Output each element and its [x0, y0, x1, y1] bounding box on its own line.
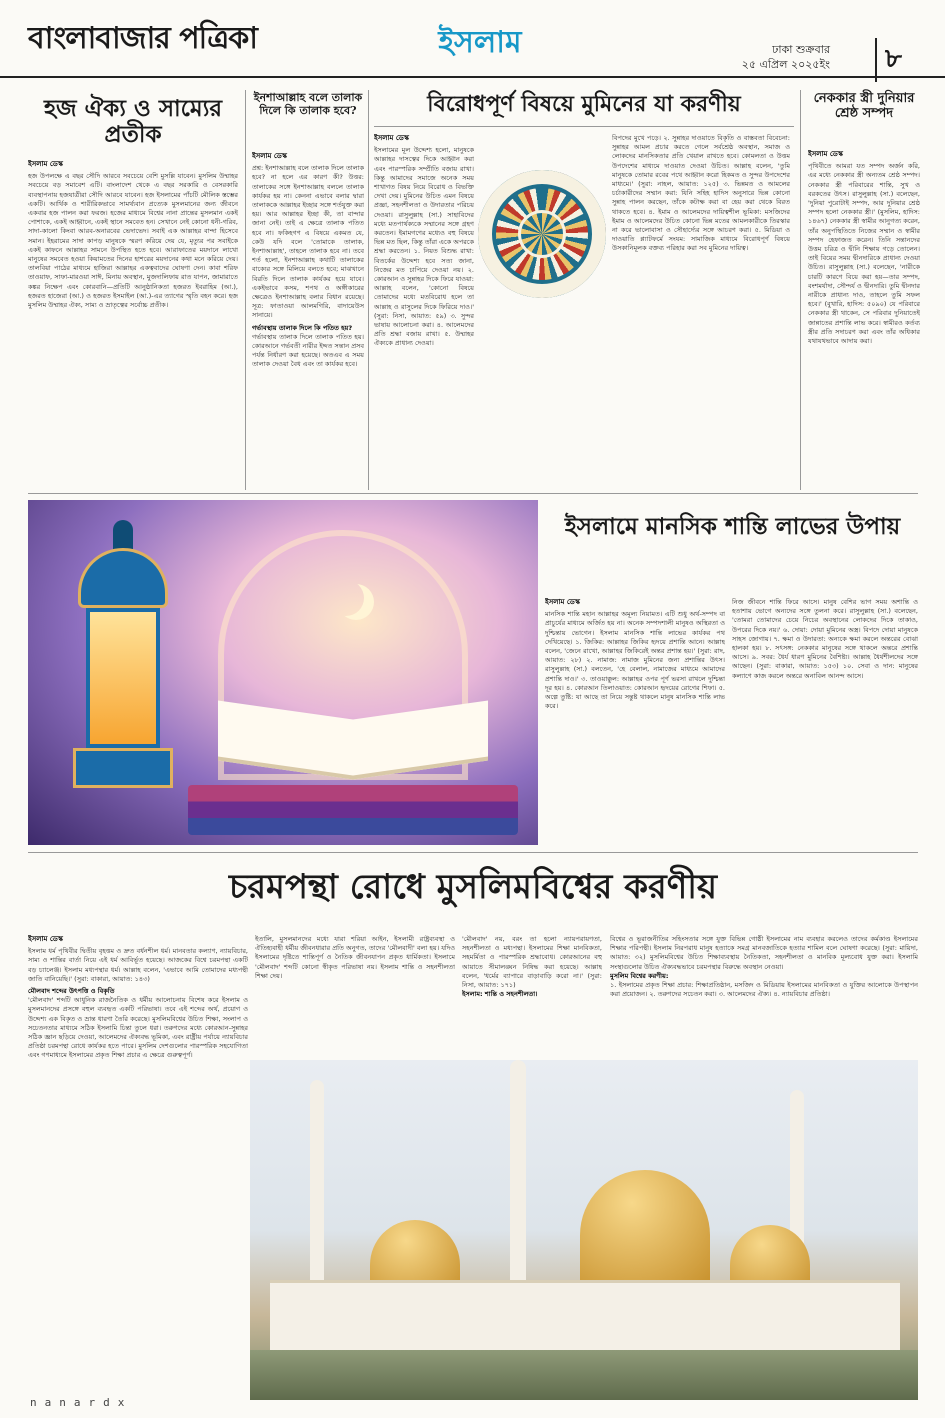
- lantern-quran-image: [28, 500, 538, 845]
- masthead: [0, 0, 945, 78]
- peace-title: ইসলামে মানসিক শান্তি লাভের উপায়: [564, 513, 901, 540]
- page-number: ৮: [875, 38, 902, 82]
- extremism-subhead-2: ইসলাম: শান্তি ও সহনশীলতা।: [462, 990, 538, 999]
- extremism-text-6: ১. ইসলামের প্রকৃত শিক্ষা প্রচার: শিক্ষাপ্রতিষ্ঠান, মসজিদ ও মিডিয়ায় ইসলামের মানবিকতা ও যুক্তির আলোকে উপস্থাপন করা প্রয়োজন। ২. তরুণদের সচেতন করা। ৩. আলেমদের ঐক্য। ৪. ন্যায়বিচার প্রতিষ্ঠা।: [610, 981, 918, 999]
- lantern-icon: [68, 520, 178, 830]
- contradict-body-2: [612, 134, 790, 484]
- hajj-text: হজ উপলক্ষে এ বছর সৌদি আরবে সবচেয়ে বেশি মুসল্লি যাবেন। মুসলিম উম্মাহর সবচেয়ে বড় সমাবেশ এটি। বাংলাদেশ থেকে এ বছর সরকারি ও বেসরকারি ব্যবস্থাপনায় হজযাত্রীরা সৌদি আরবে যাবেন। হজ ইসলামের পাঁচটি মৌলিক স্তম্ভের একটি। আর্থিক ও শারীরিকভাবে সামর্থ্যবান প্রত্যেক মুসলমানের জন্য জীবনে একবার হজ পালন করা ফরজ। হজের মাধ্যমে বিশ্বের নানা প্রান্তের মুসলমান একই পোশাকে, একই আহ্বানে, একই স্থানে সমবেত হন। সেখানে নেই কোনো ধনী-গরিব, সাদা-কালো কিংবা আরব-অনারবের ভেদাভেদ। সবাই এক আল্লাহর বান্দা হিসেবে সমান। ইহরামের সাদা কাপড় মানুষকে স্মরণ করিয়ে দেয় যে, মৃত্যুর পর সবাইকে একই কাফনে আল্লাহর সামনে উপস্থিত হতে হবে। আরাফাতের ময়দানে লাখো মানুষের সমবেত হওয়া কিয়ামতের দিনের হাশরের ময়দানের কথা মনে করিয়ে দেয়। তালবিয়া পাঠের মাধ্যমে হাজিরা আল্লাহর একত্ববাদের ঘোষণা দেন। কাবা শরিফ তাওয়াফ, সাফা-মারওয়া সাঈ, মিনায় অবস্থান, মুজদালিফায় রাত যাপন, জামারাতে কঙ্কর নিক্ষেপ এবং কোরবানি—প্রতিটি আনুষ্ঠানিকতা হজরত ইবরাহিম (আ.), হজরত হাজেরা (আ.) ও হজরত ইসমাইল (আ.)-এর ত্যাগের স্মৃতি বহন করে। হজ মুসলিম উম্মাহর ঐক্য, সাম্য ও ভ্রাতৃত্বের সর্বোচ্চ প্রতীক।: [28, 172, 238, 310]
- peace-text: মানসিক শান্তি মহান আল্লাহর অমূল্য নিয়ামত। এটি শুধু অর্থ-সম্পদ বা প্রাচুর্যের মাধ্যমে অর্জিত হয় না। অনেক সম্পদশালী মানুষও অস্থিরতা ও দুশ্চিন্তায় ভোগেন। ইসলাম মানসিক শান্তি লাভের কার্যকর পথ দেখিয়েছে। ১. জিকির: আল্লাহর জিকির হৃদয়ে প্রশান্তি আনে। আল্লাহ বলেন, 'জেনে রাখো, আল্লাহর জিকিরেই অন্তর প্রশান্ত হয়।' (সুরা: রাদ, আয়াত: ২৮) ২. নামাজ: নামাজ মুমিনের জন্য প্রশান্তির উৎস। রাসুলুল্লাহ (সা.) বলতেন, 'হে বেলাল, নামাজের মাধ্যমে আমাদের প্রশান্তি দাও।' ৩. তাওয়াক্কুল: আল্লাহর ওপর পূর্ণ ভরসা রাখলে দুশ্চিন্তা দূর হয়। ৪. কোরআন তিলাওয়াত: কোরআন হৃদয়ের রোগের শিফা। ৫. অল্পে তুষ্টি: যা আছে তা নিয়ে সন্তুষ্ট থাকলে মানুষ মানসিক শান্তি লাভ করে।: [545, 610, 725, 711]
- extremism-body-3: [255, 935, 455, 1055]
- date-full: ২৫ এপ্রিল ২০২৫ইং: [741, 58, 830, 71]
- talaq-text: প্রশ্ন: ইনশাআল্লাহ বলে তালাক দিলে তালাক হবে? না হলে এর কারণ কী? উত্তর: তালাকের সঙ্গে ইনশাআল্লাহ বললে তালাক কার্যকর হয় না। কেননা এভাবে বলার দ্বারা তালাককে আল্লাহর ইচ্ছার সঙ্গে শর্তযুক্ত করা হয়। আর আল্লাহর ইচ্ছা কী, তা বান্দার জানা নেই। তাই এ ক্ষেত্রে তালাক পতিত হবে না। ফকিহগণ এ বিষয়ে একমত যে, কেউ যদি বলে 'তোমাকে তালাক, ইনশাআল্লাহ', তাহলে তালাক হবে না। তবে শর্ত হলো, ইনশাআল্লাহ কথাটি তালাকের বাক্যের সঙ্গে মিলিয়ে বলতে হবে; মাঝখানে বিরতি দিলে তালাক কার্যকর হয়ে যাবে। একইভাবে কসম, শপথ ও অঙ্গীকারের ক্ষেত্রেও ইনশাআল্লাহ বলার বিধান রয়েছে। সূত্র: ফাতাওয়া আলমগিরি, বাদায়েউস সানায়ে।: [252, 164, 364, 320]
- extremism-subhead-3: মুসলিম বিশ্বের করণীয়:: [610, 971, 669, 980]
- contradict-text-2: বিপদের মুখে পড়ে। ২. সুন্নাহর দাওয়াতে বিকৃতি ও বাস্তবতা বিবেচনা: সুন্নাহর আমল প্রচার করতে গেলে সর্বশ্রেষ্ঠ অবস্থান, সমাজ ও লোকদের মানসিকতার প্রতি খেয়াল রাখতে হবে। কোমলতা ও উত্তম উপদেশের মাধ্যমে দাওয়াত দেওয়া উচিত। আল্লাহ বলেন, 'তুমি মানুষকে তোমার রবের পথে আহ্বান করো হিকমত ও সুন্দর উপদেশের মাধ্যমে।' (সুরা: নাহল, আয়াত: ১২৫) ৩. ভিন্নমত ও আমলের চর্চাকারীদের সম্মান করা: যিনি সহিহ হাদিস অনুসারে ভিন্ন কোনো সুন্নাহ পালন করছেন, তাঁকে কটাক্ষ করা বা হেয় করা থেকে বিরত থাকতে হবে। ৪. ইমাম ও আলেমদের দায়িত্বশীল ভূমিকা: মসজিদের ইমাম ও আলেমদের উচিত কোনো ভিন্ন মতের আমলকারীকে তিরস্কার না করে ভালোবাসা ও সৌহার্দ্যের সঙ্গে আচরণ করা। ৫. মিডিয়া ও দাওয়াতি প্ল্যাটফর্মে সংযম: সামাজিক মাধ্যমে বিরোধপূর্ণ বিষয়ে উসকানিমূলক বক্তব্য পরিহার করা সব মুমিনের দায়িত্ব।: [612, 134, 790, 253]
- main-dome: [580, 1170, 710, 1280]
- contradict-body: [374, 134, 474, 484]
- extremism-byline: ইসলাম ডেস্ক: [28, 935, 63, 943]
- talaq-byline: ইসলাম ডেস্ক: [252, 152, 287, 160]
- wife-text: পৃথিবীতে আমরা যত সম্পদ অর্জন করি, এর মধ্যে নেককার স্ত্রী অন্যতম শ্রেষ্ঠ সম্পদ। নেককার স্ত্রী পরিবারের শান্তি, সুখ ও বরকতের উৎস। রাসুলুল্লাহ (সা.) বলেছেন, 'দুনিয়া পুরোটাই সম্পদ, আর দুনিয়ার শ্রেষ্ঠ সম্পদ হলো নেককার স্ত্রী।' (মুসলিম, হাদিস: ১৪৬৭) নেককার স্ত্রী স্বামীর আনুগত্য করেন, তাঁর অনুপস্থিতিতে নিজের সম্মান ও স্বামীর সম্পদ হেফাজত করেন। তিনি সন্তানদের উত্তম চরিত্র ও দ্বীনি শিক্ষায় গড়ে তোলেন। তাই বিয়ের সময় দ্বীনদারিকে প্রাধান্য দেওয়া উচিত। রাসুলুল্লাহ (সা.) বলেছেন, 'নারীকে চারটি কারণে বিয়ে করা হয়—তার সম্পদ, বংশমর্যাদা, সৌন্দর্য ও দ্বীনদারি। তুমি দ্বীনদার নারীকে প্রাধান্য দাও, তাহলে তুমি সফল হবে।' (বুখারি, হাদিস: ৫০৯০) যে পরিবারে নেককার স্ত্রী থাকেন, সে পরিবার দুনিয়াতেই জান্নাতের প্রশান্তি লাভ করে। স্বামীরও কর্তব্য স্ত্রীর প্রতি সদাচরণ করা এবং তাঁর অধিকার যথাযথভাবে আদায় করা।: [808, 162, 920, 346]
- contradict-byline: ইসলাম ডেস্ক: [374, 134, 409, 142]
- peace-body-2: [732, 598, 918, 843]
- wife-title: নেককার স্ত্রী দুনিয়ার শ্রেষ্ঠ সম্পদ: [813, 91, 915, 121]
- photo-credit: nanardx: [30, 1396, 133, 1409]
- peace-text-2: নিজ জীবনে শান্তি ফিরে আসে। মানুষ বেশির ভাগ সময় অশান্তি ও হতাশায় ভোগে অন্যদের সঙ্গে তুলনা করে। রাসুলুল্লাহ (সা.) বলেছেন, 'তোমরা তোমাদের চেয়ে নিচের অবস্থানের লোকদের দিকে তাকাও, উপরের দিকে নয়।' ৬. দোয়া: দোয়া মুমিনের অস্ত্র। বিপদে দোয়া মানুষকে সাহস জোগায়। ৭. ক্ষমা ও উদারতা: অন্যকে ক্ষমা করলে অন্তরের বোঝা হালকা হয়। ৮. সৎসঙ্গ: নেককার মানুষের সঙ্গে থাকলে অন্তরে প্রশান্তি আসে। ৯. সবর: ধৈর্য ধারণ মুমিনের বৈশিষ্ট্য। আল্লাহ ধৈর্যশীলদের সঙ্গে আছেন। (সুরা: বাকারা, আয়াত: ১৫৩) ১০. সেবা ও দান: মানুষের কল্যাণে কাজ করলে অন্তরে অনাবিল আনন্দ আসে।: [732, 598, 918, 680]
- newspaper-logo: বাংলাবাজার পত্রিকা: [28, 21, 257, 56]
- extremism-title: চরমপন্থা রোধে মুসলিমবিশ্বের করণীয়: [228, 867, 718, 907]
- extremism-text-4: 'মৌলবাদ' নয়, বরং তা হলো ন্যায়পরায়ণতা, সহনশীলতা ও মধ্যপন্থা। ইসলামের শিক্ষা মানবিকতা, সহমর্মিতা ও পারস্পরিক শ্রদ্ধাবোধ। কোরআনের বহু আয়াতে সীমালঙ্ঘন নিষিদ্ধ করা হয়েছে। আল্লাহ বলেন, 'ধর্মের ব্যাপারে বাড়াবাড়ি করো না।' (সুরা: নিসা, আয়াত: ১৭১): [462, 935, 602, 990]
- wife-byline: ইসলাম ডেস্ক: [808, 150, 843, 158]
- extremism-text-2: 'মৌলবাদ' শব্দটি আধুনিক রাজনৈতিক ও ধর্মীয় আলোচনায় বিশেষ করে ইসলাম ও মুসলমানদের প্রসঙ্গে বহুল ব্যবহৃত একটি পরিভাষা। তবে এই শব্দের অর্থ, প্রয়োগ ও উদ্দেশ্য এক বিকৃত ও ভ্রান্ত ধারণা তৈরি করেছে। মুসলিমবিশ্বের উচিত শিক্ষা, সংলাপ ও সচেতনতার মাধ্যমে সঠিক ইসলামি চিন্তা তুলে ধরা। তরুণদের মধ্যে কোরআন-সুন্নাহর সঠিক জ্ঞান ছড়িয়ে দেওয়া, আলেমদের ঐক্যবদ্ধ ভূমিকা, এবং রাষ্ট্রীয় পর্যায়ে ন্যায়বিচার প্রতিষ্ঠা চরমপন্থা রোধে কার্যকর হতে পারে। মুসলিম দেশগুলোর পারস্পরিক সহযোগিতা এবং গণমাধ্যমে ইসলামের প্রকৃত শিক্ষা প্রচার এ ক্ষেত্রে গুরুত্বপূর্ণ।: [28, 996, 248, 1060]
- talaq-body: [252, 152, 364, 487]
- wife-body: [808, 150, 920, 486]
- talaq-subhead: গর্ভাবস্থায় তালাক দিলে কি পতিত হয়?: [252, 323, 353, 332]
- extremism-text-3: ইতালি, মুসলমানদের মধ্যে যারা শরিয়া আইন, ইসলামী রাষ্ট্রব্যবস্থা ও ঐতিহ্যবাহী ধর্মীয় জীবনধারার প্রতি অনুগত, তাদের 'মৌলবাদী' বলা হয়। যদিও ইসলামের দৃষ্টিতে শান্তিপূর্ণ ও নৈতিক জীবনযাপন প্রকৃত ধার্মিকতা। ইসলামে 'মৌলবাদ' শব্দটি কোনো স্বীকৃত পরিভাষা নয়। ইসলাম শান্তি ও সহনশীলতা শিক্ষা দেয়।: [255, 935, 455, 980]
- hajj-byline: ইসলাম ডেস্ক: [28, 160, 63, 168]
- date-day: ঢাকা শুক্রবার: [772, 43, 830, 56]
- extremism-text-5: বিশ্বের ও ভূরাজনীতির সহিংসতার সঙ্গে যুক্ত বিভিন্ন গোষ্ঠী ইসলামের নাম ব্যবহার করলেও তাদের কর্মকাণ্ড ইসলামের শিক্ষার পরিপন্থী। ইসলাম নিরপরাধ মানুষ হত্যাকে সমগ্র মানবজাতিকে হত্যার শামিল বলে ঘোষণা করেছে। (সুরা: মায়িদা, আয়াত: ৩২) মুসলিমবিশ্বের উচিত শিক্ষাব্যবস্থায় নৈতিকতা, সহনশীলতা ও মানবিক মূল্যবোধ যুক্ত করা। ইসলামি সংস্থাগুলোর উচিত ঐক্যবদ্ধভাবে চরমপন্থার বিরুদ্ধে অবস্থান নেওয়া।: [610, 935, 918, 971]
- extremism-text: ইসলাম ধর্ম পৃথিবীর দ্বিতীয় বৃহত্তম ও দ্রুত বর্ধনশীল ধর্ম। মানবতার কল্যাণ, ন্যায়বিচার, সাম্য ও শান্তির বার্তা নিয়ে এই ধর্ম আবির্ভূত হয়েছে। আজকের বিশ্বে চরমপন্থা একটি বড় চ্যালেঞ্জ। ইসলাম মধ্যপন্থার ধর্ম। আল্লাহ বলেন, 'এভাবে আমি তোমাদের মধ্যপন্থী জাতি বানিয়েছি।' (সুরা: বাকারা, আয়াত: ১৪৩): [28, 947, 248, 983]
- open-book-icon: [218, 700, 488, 780]
- hajj-body: [28, 160, 238, 485]
- moon-icon: [328, 580, 364, 616]
- ground: [250, 1350, 918, 1400]
- extremism-body: [28, 935, 248, 1265]
- pattern-center: [518, 210, 566, 258]
- contradict-title: বিরোধপূর্ণ বিষয়ে মুমিনের যা করণীয়: [427, 91, 741, 117]
- talaq-text-2: গর্ভাবস্থায় তালাক দিলে তালাক পতিত হয়। কোরআনে গর্ভবতী নারীর ইদ্দত সন্তান প্রসব পর্যন্ত নির্ধারণ করা হয়েছে। অতএব এ সময় তালাক দেওয়া বৈধ এবং তা কার্যকর হবে।: [252, 332, 364, 369]
- book-stack-icon: [188, 785, 518, 835]
- talaq-title: ইনশাআল্লাহ বলে তালাক দিলে কি তালাক হবে?: [253, 91, 363, 117]
- peace-body: [545, 598, 725, 843]
- extremism-body-4: [462, 935, 602, 1055]
- peace-byline: ইসলাম ডেস্ক: [545, 598, 580, 606]
- date-block: [740, 42, 830, 72]
- mosque-image: [250, 1060, 918, 1400]
- mosque-building: [270, 1280, 900, 1350]
- section-title: ইসলাম: [438, 25, 522, 60]
- contradict-text: ইসলামের মূল উদ্দেশ্য হলো, মানুষকে আল্লাহর দাসত্বের দিকে আহ্বান করা এবং পারস্পরিক সম্প্রীতি বজায় রাখা। কিন্তু আমাদের সমাজে অনেক সময় শাখাগত বিষয় নিয়ে বিরোধ ও বিভক্তি দেখা দেয়। মুমিনের উচিত এমন বিষয়ে প্রজ্ঞা, সহনশীলতা ও উদারতার পরিচয় দেওয়া। রাসুলুল্লাহ (সা.) সাহাবিদের মধ্যে মতপার্থক্যকে সম্মানের সঙ্গে গ্রহণ করতেন। ইমামগণের মধ্যেও বহু বিষয়ে ভিন্ন মত ছিল, কিন্তু তাঁরা একে অপরকে শ্রদ্ধা করতেন। ১. নিয়ত বিশুদ্ধ রাখা: বিতর্কের উদ্দেশ্য হবে সত্য জানা, নিজের মত চাপিয়ে দেওয়া নয়। ২. কোরআন ও সুন্নাহর দিকে ফিরে যাওয়া: আল্লাহ বলেন, 'কোনো বিষয়ে তোমাদের মধ্যে মতবিরোধ হলে তা আল্লাহ ও রাসুলের দিকে ফিরিয়ে দাও।' (সুরা: নিসা, আয়াত: ৫৯) ৩. সুন্দর ভাষায় আলোচনা করা। ৪. আলেমদের প্রতি শ্রদ্ধা বজায় রাখা। ৫. উম্মাহর ঐক্যকে প্রাধান্য দেওয়া।: [374, 146, 474, 348]
- hajj-title: হজ ঐক্য ও সাম্যের প্রতীক: [43, 95, 223, 149]
- extremism-subhead: মৌলবাদ শব্দের উৎপত্তি ও বিকৃতি: [28, 987, 115, 996]
